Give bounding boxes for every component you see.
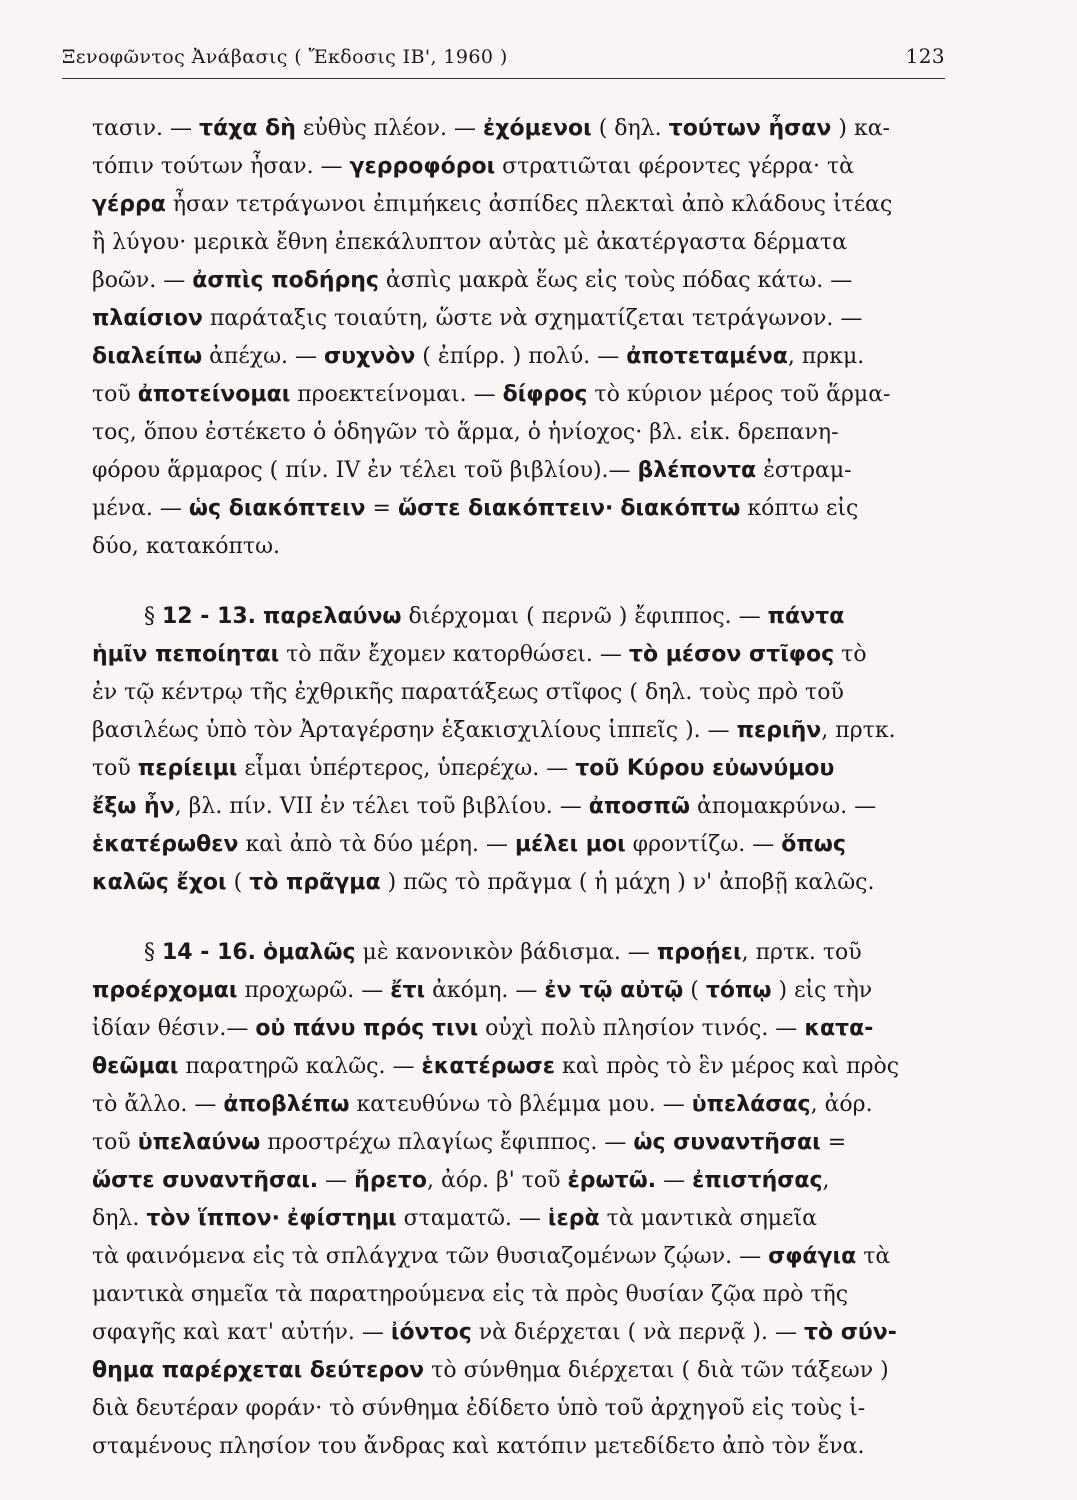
lemma: διακόπτω bbox=[620, 496, 741, 521]
text-line bbox=[92, 636, 932, 674]
gloss-text: ) πῶς τὸ πρᾶγμα ( ἡ μάχη ) ν' ἀποβῇ καλῶς. bbox=[380, 870, 875, 895]
gloss-text: δηλ. bbox=[92, 1206, 147, 1231]
lemma: ἐφίστημι bbox=[287, 1206, 397, 1231]
gloss-text: ἐν τῷ κέντρῳ τῆς ἐχθρικῆς παρατάξεως στῖφος ( δηλ. τοὺς πρὸ τοῦ bbox=[92, 680, 844, 705]
text-line bbox=[92, 528, 932, 566]
gloss-text: σταμένους πλησίον του ἄνδρας καὶ κατόπιν μετεδίδετο ἀπὸ τὸν ἕνα. bbox=[92, 1434, 865, 1459]
lemma: τὸ πρᾶγμα bbox=[249, 870, 381, 895]
text-line bbox=[92, 1428, 932, 1466]
text-line bbox=[92, 376, 932, 414]
lemma: ἀποβλέπω bbox=[223, 1092, 350, 1117]
text-line bbox=[92, 1162, 932, 1200]
lemma: συχνὸν bbox=[324, 344, 416, 369]
gloss-text: καὶ πρὸς τὸ ἓν μέρος καὶ πρὸς bbox=[555, 1054, 900, 1079]
gloss-text: § bbox=[144, 604, 162, 629]
gloss-text: παρατηρῶ καλῶς. — bbox=[178, 1054, 422, 1079]
gloss-text: , πρτκ. bbox=[821, 718, 896, 743]
lemma: τούτων ἦσαν bbox=[668, 116, 832, 141]
text-line bbox=[92, 1238, 932, 1276]
gloss-text: , ἀόρ. β' τοῦ bbox=[426, 1168, 568, 1193]
text-line bbox=[92, 1314, 932, 1352]
gloss-text bbox=[280, 1206, 287, 1231]
lemma: ἀποτείνομαι bbox=[137, 382, 291, 407]
lemma: θημα παρέρχεται δεύτερον bbox=[92, 1358, 425, 1383]
gloss-text: εἶμαι ὑπέρτερος, ὑπερέχω. — bbox=[237, 756, 576, 781]
gloss-text: προχωρῶ. — bbox=[237, 978, 391, 1003]
lemma: 12 - 13. bbox=[162, 604, 257, 629]
gloss-text: προεκτείνομαι. — bbox=[290, 382, 503, 407]
lemma: μέλει μοι bbox=[514, 832, 626, 857]
gloss-text: καὶ ἀπὸ τὰ δύο μέρη. — bbox=[238, 832, 515, 857]
gloss-text: μένα. — bbox=[92, 496, 189, 521]
gloss-text: εὐθὺς πλέον. — bbox=[295, 116, 484, 141]
lemma: τὸν ἵππον· bbox=[146, 1206, 280, 1231]
lemma: ὥστε διακόπτειν· bbox=[397, 496, 614, 521]
lemma: ὡς διακόπτειν bbox=[188, 496, 366, 521]
text-line bbox=[92, 338, 932, 376]
text-line bbox=[92, 1124, 932, 1162]
text-line bbox=[92, 1086, 932, 1124]
lemma: περιῆν bbox=[736, 718, 822, 743]
lemma: πάντα bbox=[767, 604, 845, 629]
lemma: ἑκατέρωθεν bbox=[92, 832, 239, 857]
lemma: περίειμι bbox=[137, 756, 238, 781]
text-line bbox=[92, 1276, 932, 1314]
gloss-text: τὰ φαινόμενα εἰς τὰ σπλάγχνα τῶν θυσιαζομένων ζῴων. — bbox=[92, 1244, 769, 1269]
gloss-text: = bbox=[365, 496, 398, 521]
text-line bbox=[92, 414, 932, 452]
gloss-text: = bbox=[820, 1130, 847, 1155]
gloss-text: δύο, κατακόπτω. bbox=[92, 534, 281, 559]
text-line bbox=[92, 148, 932, 186]
gloss-text: τος, ὅπου ἐστέκετο ὁ ὁδηγῶν τὸ ἅρμα, ὁ ἡνίοχος· βλ. εἰκ. δρεπανη- bbox=[92, 420, 839, 445]
lemma: ἡμῖν πεποίηται bbox=[92, 642, 280, 667]
gloss-text: τοῦ bbox=[92, 1130, 138, 1155]
gloss-text: τὰ μαντικὰ σημεῖα bbox=[599, 1206, 817, 1231]
lemma: ὥστε συναντῆσαι. bbox=[92, 1168, 319, 1193]
lemma: ὡς συναντῆσαι bbox=[633, 1130, 821, 1155]
lemma: τάχα δὴ bbox=[199, 116, 296, 141]
gloss-text: § bbox=[144, 940, 162, 965]
gloss-text: ) εἰς τὴν bbox=[771, 978, 873, 1003]
gloss-text: τὸ κύριον μέρος τοῦ ἅρμα- bbox=[587, 382, 891, 407]
text-line bbox=[92, 452, 932, 490]
lemma: ἀποσπῶ bbox=[588, 794, 691, 819]
gloss-text: τοῦ bbox=[92, 756, 138, 781]
text-line bbox=[92, 598, 932, 636]
paragraph-gap bbox=[92, 566, 932, 598]
text-line bbox=[92, 712, 932, 750]
gloss-text: τὸ πᾶν ἔχομεν κατορθώσει. — bbox=[279, 642, 629, 667]
gloss-text: , πρκμ. bbox=[787, 344, 865, 369]
text-line bbox=[92, 674, 932, 712]
gloss-text: σταματῶ. — bbox=[396, 1206, 548, 1231]
lemma: πλαίσιον bbox=[92, 306, 203, 331]
text-line bbox=[92, 490, 932, 528]
lemma: παρελαύνω bbox=[263, 604, 402, 629]
text-line bbox=[92, 1200, 932, 1238]
gloss-text: τοῦ bbox=[92, 382, 138, 407]
lemma: ἀσπὶς ποδήρης bbox=[192, 268, 379, 293]
lemma: διαλείπω bbox=[92, 344, 203, 369]
gloss-text bbox=[256, 940, 263, 965]
page-number: 123 bbox=[905, 44, 945, 68]
commentary-text bbox=[92, 110, 932, 1466]
gloss-text: παράταξις τοιαύτη, ὥστε νὰ σχηματίζεται τετράγωνον. — bbox=[202, 306, 863, 331]
paragraph-gap bbox=[92, 902, 932, 934]
text-line bbox=[92, 788, 932, 826]
text-line bbox=[92, 1390, 932, 1428]
gloss-text bbox=[256, 604, 263, 629]
gloss-text: διέρχομαι ( περνῶ ) ἔφιππος. — bbox=[401, 604, 768, 629]
lemma: ἐχόμενοι bbox=[483, 116, 592, 141]
gloss-text: στρατιῶται φέροντες γέρρα· τὰ bbox=[495, 154, 855, 179]
gloss-text: φροντίζω. — bbox=[625, 832, 782, 857]
gloss-text: τὸ bbox=[834, 642, 867, 667]
lemma: βλέποντα bbox=[637, 458, 757, 483]
gloss-text: διὰ δευτέραν φοράν· τὸ σύνθημα ἐδίδετο ὑπὸ τοῦ ἀρχηγοῦ εἰς τοὺς ἱ- bbox=[92, 1396, 866, 1421]
gloss-text: ( ἐπίρρ. ) πολύ. — bbox=[415, 344, 627, 369]
text-line bbox=[92, 864, 932, 902]
gloss-text: ἀπέχω. — bbox=[202, 344, 325, 369]
text-line bbox=[92, 1010, 932, 1048]
lemma: δίφρος bbox=[502, 382, 588, 407]
lemma: ἔξω ἦν bbox=[92, 794, 175, 819]
lemma: ἰόντος bbox=[390, 1320, 472, 1345]
text-line bbox=[92, 110, 932, 148]
gloss-text: τὰ bbox=[856, 1244, 891, 1269]
gloss-text: ἢ λύγου· μερικὰ ἔθνη ἐπεκάλυπτον αὐτὰς μὲ ἀκατέργαστα δέρματα bbox=[92, 230, 847, 255]
lemma: τόπῳ bbox=[705, 978, 772, 1003]
gloss-text: μὲ κανονικὸν βάδισμα. — bbox=[355, 940, 657, 965]
lemma: ὅπως bbox=[781, 832, 846, 857]
text-line bbox=[92, 300, 932, 338]
gloss-text: ( bbox=[683, 978, 706, 1003]
text-line bbox=[92, 1352, 932, 1390]
text-line bbox=[92, 186, 932, 224]
gloss-text: οὐχὶ πολὺ πλησίον τινός. — bbox=[478, 1016, 805, 1041]
gloss-text: βασιλέως ὑπὸ τὸν Ἀρταγέρσην ἑξακισχιλίους ἱππεῖς ). — bbox=[92, 718, 737, 743]
text-line bbox=[92, 224, 932, 262]
gloss-text: ἀπομακρύνω. — bbox=[690, 794, 877, 819]
lemma: τὸ σύν- bbox=[803, 1320, 897, 1345]
gloss-text: τὸ σύνθημα διέρχεται ( διὰ τῶν τάξεων ) bbox=[424, 1358, 889, 1383]
lemma: ἱερὰ bbox=[547, 1206, 600, 1231]
gloss-text: φόρου ἅρμαρος ( πίν. IV ἐν τέλει τοῦ βιβλίου).— bbox=[92, 458, 638, 483]
text-line bbox=[92, 826, 932, 864]
gloss-text: νὰ διέρχεται ( νὰ περνᾷ ). — bbox=[471, 1320, 804, 1345]
gloss-text: ἰδίαν θέσιν.— bbox=[92, 1016, 256, 1041]
lemma: οὐ πάνυ πρός τινι bbox=[255, 1016, 479, 1041]
lemma: ἐν τῷ αὐτῷ bbox=[544, 978, 684, 1003]
gloss-text: , βλ. πίν. VII ἐν τέλει τοῦ βιβλίου. — bbox=[174, 794, 589, 819]
gloss-text: κόπτω εἰς bbox=[740, 496, 859, 521]
gloss-text: ἦσαν τετράγωνοι ἐπιμήκεις ἀσπίδες πλεκταὶ ἀπὸ κλάδους ἰτέας bbox=[165, 192, 893, 217]
gloss-text: μαντικὰ σημεῖα τὰ παρατηρούμενα εἰς τὰ πρὸς θυσίαν ζῷα πρὸ τῆς bbox=[92, 1282, 849, 1307]
text-line bbox=[92, 750, 932, 788]
text-line bbox=[92, 262, 932, 300]
text-line bbox=[92, 934, 932, 972]
lemma: σφάγια bbox=[768, 1244, 857, 1269]
page-header bbox=[62, 44, 945, 79]
gloss-text: , ἀόρ. bbox=[810, 1092, 873, 1117]
gloss-text: ( bbox=[226, 870, 250, 895]
lemma: ἔτι bbox=[390, 978, 426, 1003]
lemma: ἀποτεταμένα bbox=[626, 344, 788, 369]
gloss-text: , bbox=[822, 1168, 830, 1193]
running-title: Ξενοφῶντος Ἀνάβασις ( Ἔκδοσις ΙΒ', 1960 ) bbox=[62, 46, 508, 68]
text-line bbox=[92, 1048, 932, 1086]
gloss-text: , πρτκ. τοῦ bbox=[741, 940, 862, 965]
lemma: γέρρα bbox=[92, 192, 166, 217]
text-line bbox=[92, 972, 932, 1010]
lemma: κατα- bbox=[804, 1016, 874, 1041]
gloss-text: ἐστραμ- bbox=[756, 458, 852, 483]
gloss-text: — bbox=[656, 1168, 693, 1193]
gloss-text: ἀσπὶς μακρὰ ἕως εἰς τοὺς πόδας κάτω. — bbox=[378, 268, 853, 293]
lemma: θεῶμαι bbox=[92, 1054, 179, 1079]
lemma: ὁμαλῶς bbox=[263, 940, 356, 965]
gloss-text: ἀκόμη. — bbox=[425, 978, 545, 1003]
gloss-text: τὸ ἄλλο. — bbox=[92, 1092, 224, 1117]
lemma: ἐπιστήσας bbox=[692, 1168, 823, 1193]
lemma: 14 - 16. bbox=[162, 940, 257, 965]
lemma: ὑπελαύνω bbox=[137, 1130, 261, 1155]
lemma: ἐρωτῶ. bbox=[567, 1168, 657, 1193]
lemma: προέρχομαι bbox=[92, 978, 238, 1003]
gloss-text: ( δηλ. bbox=[591, 116, 669, 141]
gloss-text: προστρέχω πλαγίως ἔφιππος. — bbox=[260, 1130, 634, 1155]
lemma: καλῶς ἔχοι bbox=[92, 870, 227, 895]
gloss-text: σφαγῆς καὶ κατ' αὐτήν. — bbox=[92, 1320, 391, 1345]
gloss-text: βοῶν. — bbox=[92, 268, 193, 293]
lemma: τὸ μέσον στῖφος bbox=[628, 642, 835, 667]
gloss-text: — bbox=[318, 1168, 355, 1193]
gloss-text: κατευθύνω τὸ βλέμμα μου. — bbox=[349, 1092, 692, 1117]
lemma: ἑκατέρωσε bbox=[421, 1054, 555, 1079]
lemma: προῄει bbox=[656, 940, 742, 965]
lemma: ὑπελάσας bbox=[691, 1092, 811, 1117]
lemma: γερροφόροι bbox=[349, 154, 496, 179]
lemma: ἤρετο bbox=[354, 1168, 427, 1193]
gloss-text: τόπιν τούτων ἦσαν. — bbox=[92, 154, 350, 179]
lemma: τοῦ Κύρου εὐωνύμου bbox=[575, 756, 835, 781]
gloss-text: τασιν. — bbox=[92, 116, 200, 141]
gloss-text: ) κα- bbox=[831, 116, 890, 141]
